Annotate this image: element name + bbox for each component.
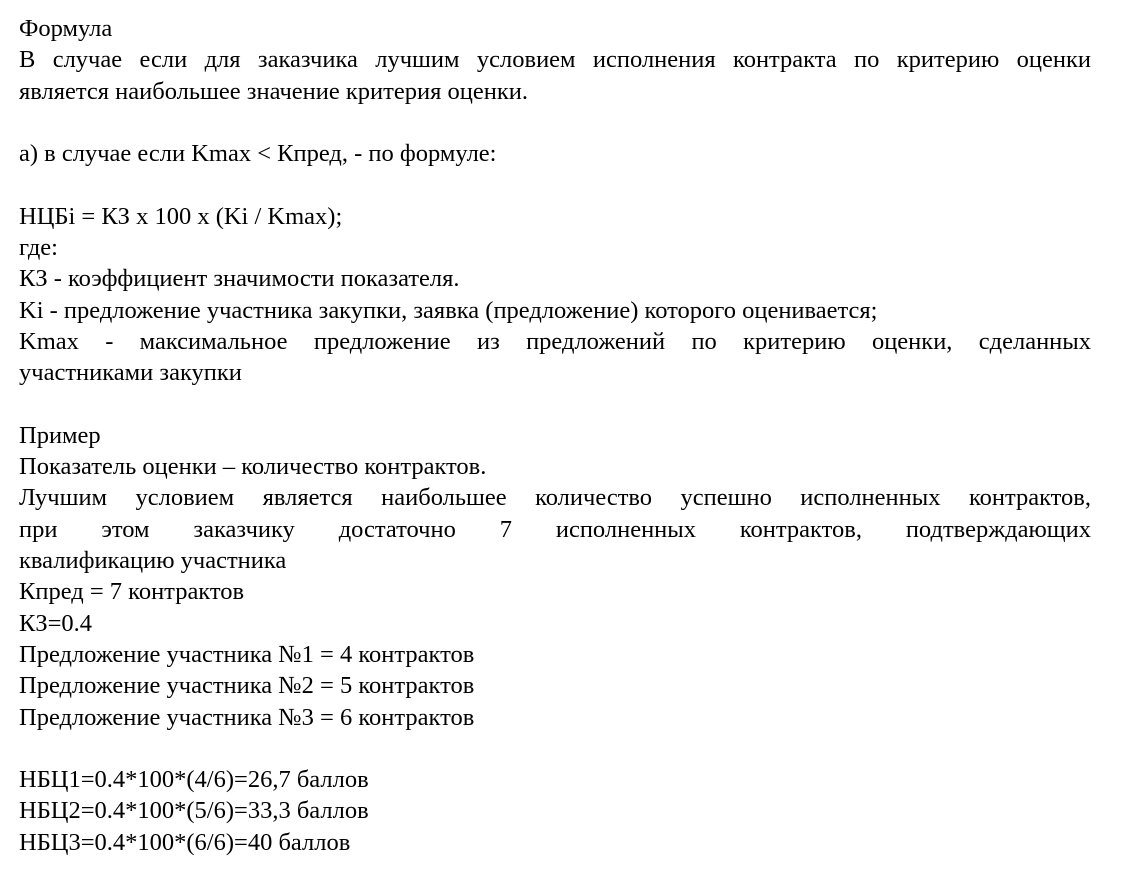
document-body [19,13,1091,858]
definition-ki: Ki - предложение участника закупки, заявка (предложение) которого оценивается; [19,296,878,324]
offer-participant-2: Предложение участника №2 = 5 контрактов [19,672,475,700]
example-heading: Пример [19,421,101,449]
offer-participant-3: Предложение участника №3 = 6 контрактов [19,703,475,731]
spacer [19,107,1091,138]
formula-heading: Формула [19,15,113,42]
result-participant-2: НБЦ2=0.4*100*(5/6)=33,3 баллов [19,797,369,825]
formula-text: НЦБi = КЗ x 100 x (Ki / Kmax); [19,202,343,230]
indicator-text: Показатель оценки – количество контрактов. [19,453,487,481]
definition-kmax-line-1: Kmax - максимальное предложение из предложений по критерию оценки, сделанных [19,327,1091,355]
kz-value: КЗ=0.4 [19,609,93,637]
best-condition-line-2: при этом заказчику достаточно 7 исполненных контрактов, подтверждающих [19,515,1091,543]
spacer [19,733,1091,764]
spacer [19,169,1091,200]
offer-participant-1: Предложение участника №1 = 4 контрактов [19,640,475,668]
case-a-text: а) в случае если Kmax < Кпред, - по формуле: [19,140,497,168]
definition-kz: КЗ - коэффициент значимости показателя. [19,265,460,293]
where-label: где: [19,234,58,262]
best-condition-line-3: квалификацию участника [19,547,287,575]
result-participant-3: НБЦ3=0.4*100*(6/6)=40 баллов [19,828,351,856]
result-participant-1: НБЦ1=0.4*100*(4/6)=26,7 баллов [19,766,369,794]
best-condition-line-1: Лучшим условием является наибольшее количество успешно исполненных контрактов, [19,484,1091,512]
kpred-value: Кпред = 7 контрактов [19,578,245,606]
intro-text-line-2: является наибольшее значение критерия оценки. [19,77,528,105]
definition-kmax-line-2: участниками закупки [19,359,242,387]
intro-text-line-1: В случае если для заказчика лучшим условием исполнения контракта по критерию оценки [19,46,1091,74]
spacer [19,389,1091,420]
